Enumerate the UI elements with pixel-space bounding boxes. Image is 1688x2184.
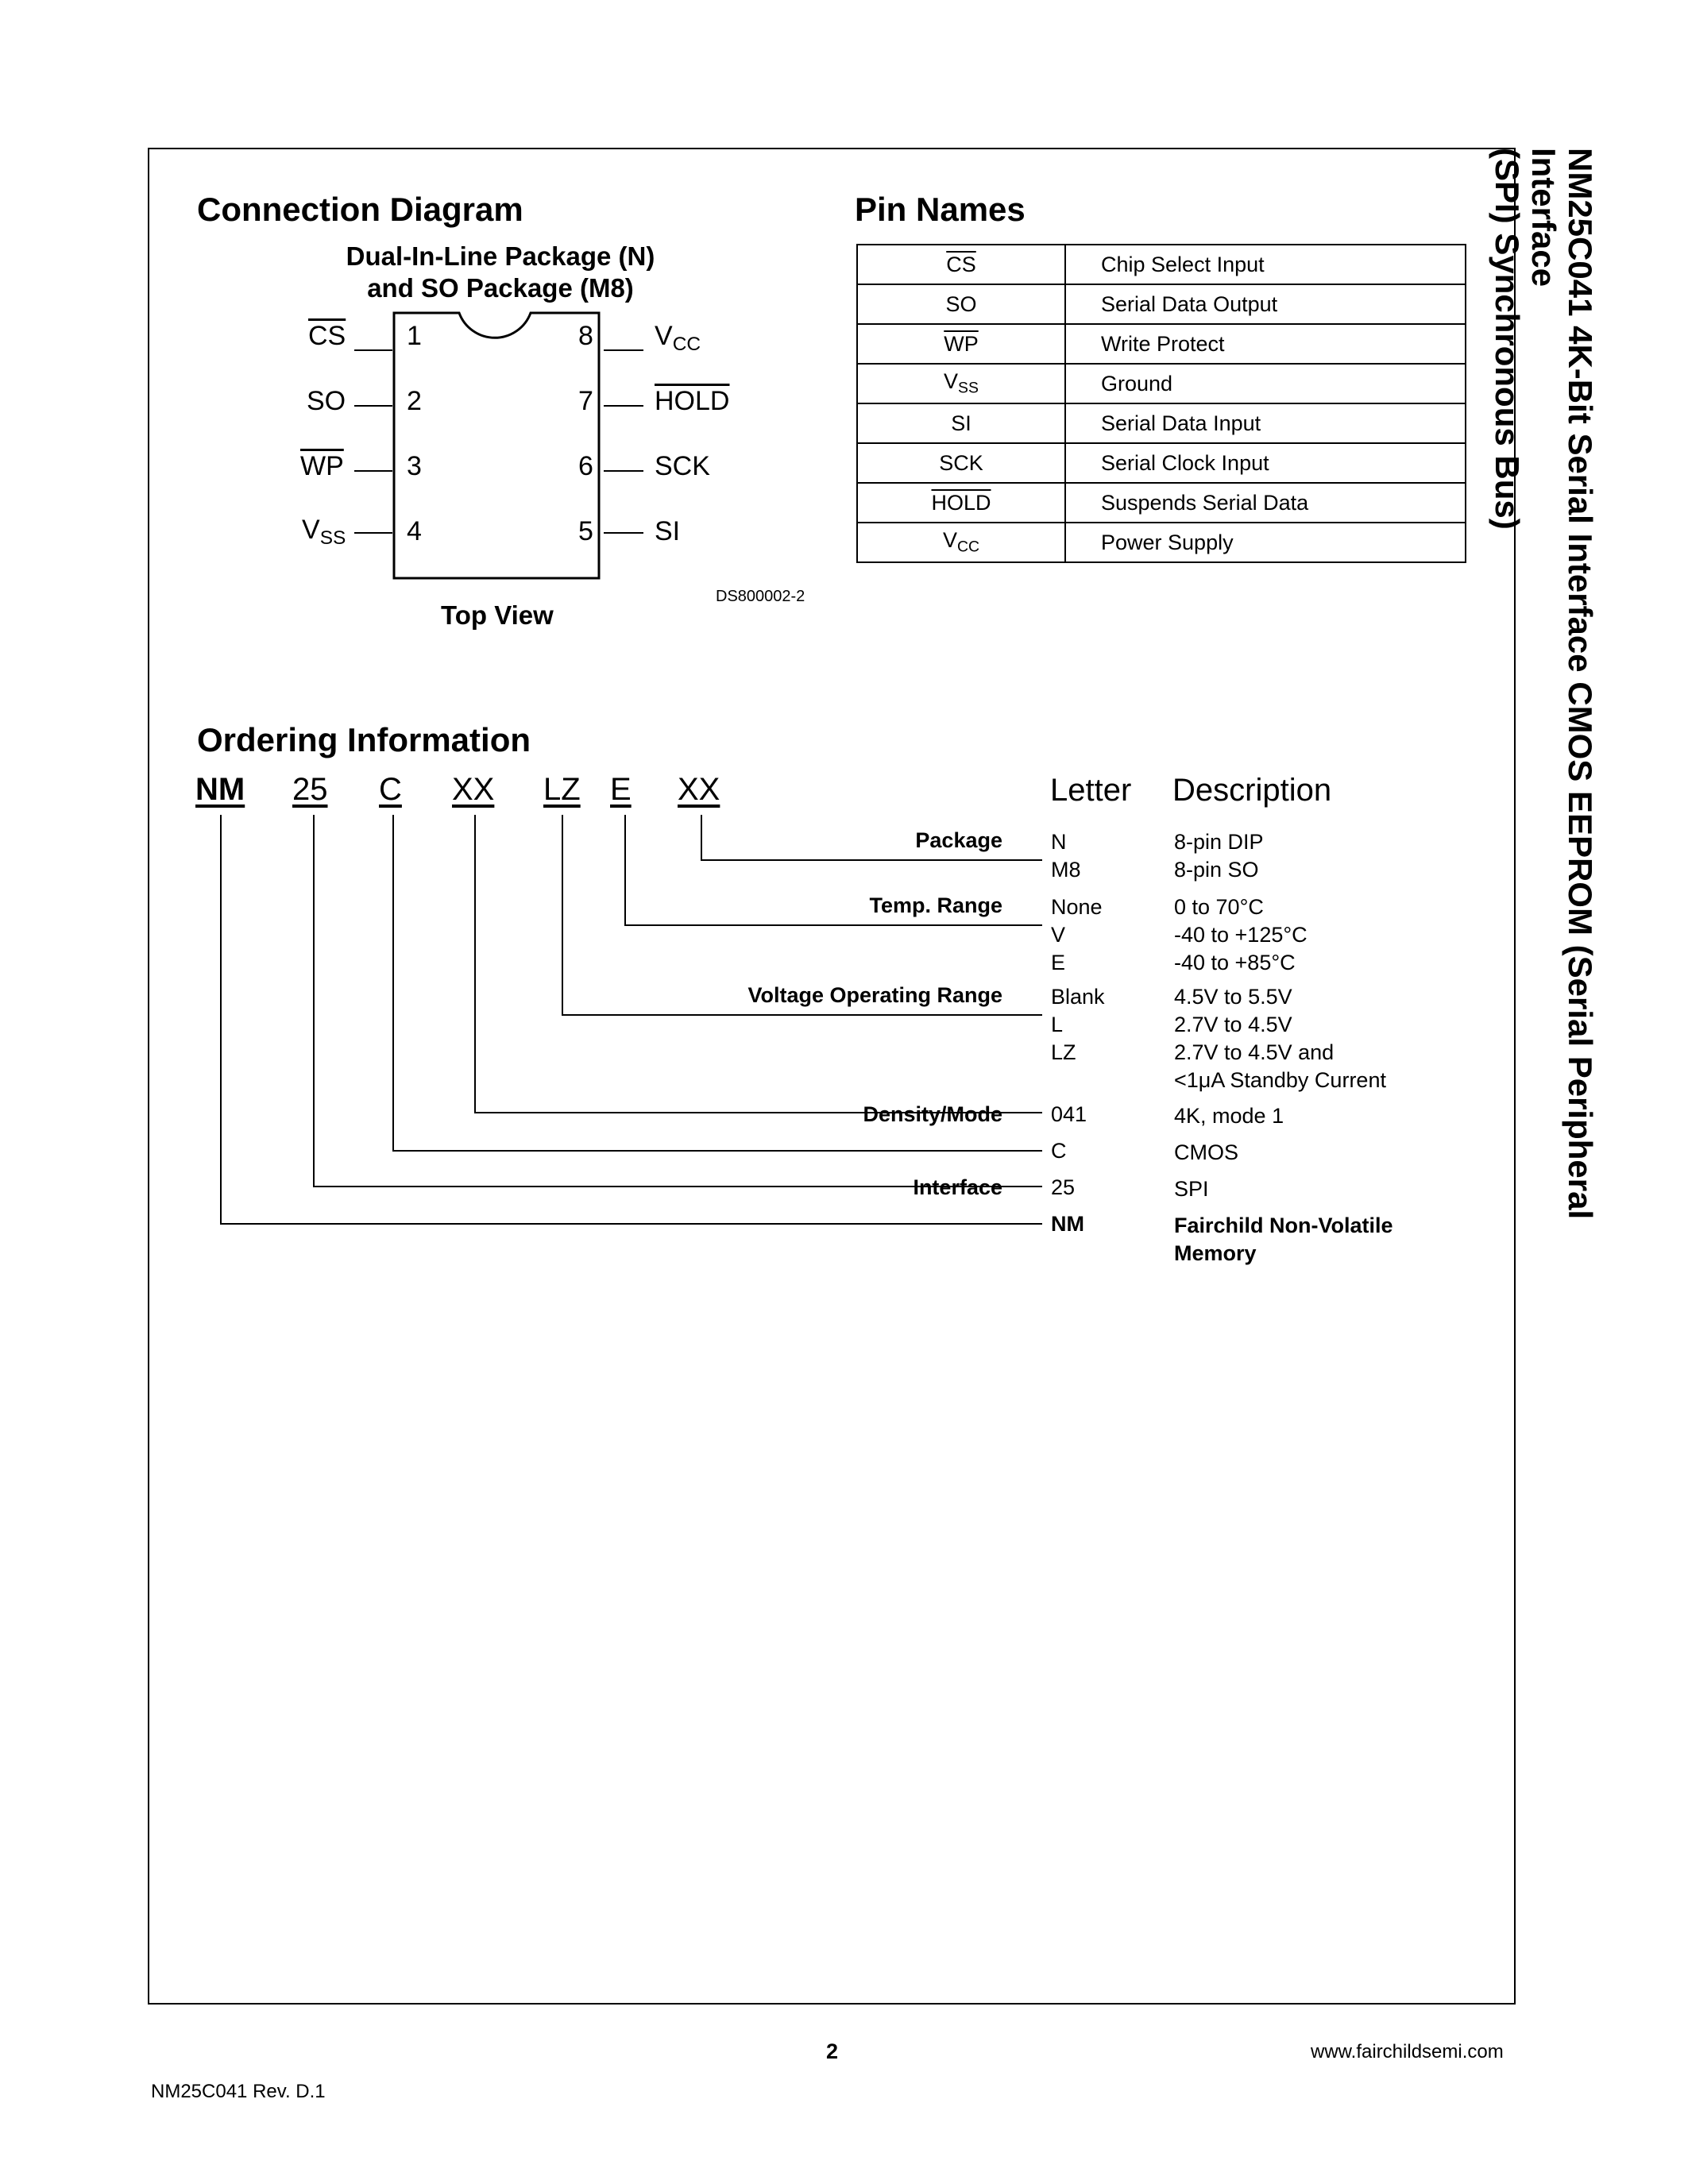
temp-line-h <box>624 924 1042 926</box>
pin-lead-1 <box>354 349 392 351</box>
pin-label-so: SO <box>307 386 346 416</box>
pin-cell: SI <box>857 403 1065 443</box>
pin-names-heading: Pin Names <box>855 191 1026 228</box>
density-description: 4K, mode 1 <box>1174 1104 1284 1128</box>
desc-item: 4.5V to 5.5V <box>1174 985 1292 1009</box>
table-row <box>857 364 1466 403</box>
interface-letter: 25 <box>1051 1175 1076 1199</box>
pin-number-2: 2 <box>407 386 422 416</box>
letter-item: E <box>1051 951 1066 974</box>
temp-letters <box>1051 893 1103 977</box>
desc-item: 8-pin DIP <box>1174 830 1264 854</box>
pin-label-sck: SCK <box>655 451 710 481</box>
desc-item: <1μA Standby Current <box>1174 1068 1386 1092</box>
code-part-package: XX <box>678 772 720 807</box>
pin-label-cs: $\overline{CS}$ <box>308 321 346 351</box>
pin-lead-7 <box>604 405 643 407</box>
pin-lead-3 <box>354 470 392 472</box>
pin-cell: SCK <box>857 443 1065 483</box>
table-row <box>857 443 1466 483</box>
pin-number-1: 1 <box>407 321 422 351</box>
letter-item: LZ <box>1051 1040 1076 1064</box>
package-descriptions <box>1174 828 1264 884</box>
density-letter: 041 <box>1051 1102 1087 1126</box>
letter-item: N <box>1051 830 1067 854</box>
desc-item: Memory <box>1174 1241 1257 1265</box>
desc-item: -40 to +125°C <box>1174 923 1308 947</box>
pin-desc-cell: Serial Data Output <box>1065 284 1466 324</box>
table-row <box>857 403 1466 443</box>
page-number: 2 <box>826 2039 839 2063</box>
cmos-letter: C <box>1051 1139 1067 1163</box>
ordering-info-heading: Ordering Information <box>197 721 531 758</box>
doc-revision: NM25C041 Rev. D.1 <box>151 2081 326 2102</box>
code-part-25: 25 <box>292 772 328 807</box>
interface-description: SPI <box>1174 1177 1209 1201</box>
package-title-line2: and SO Package (M8) <box>367 273 634 303</box>
pin-desc-cell: Write Protect <box>1065 324 1466 364</box>
pin-cell: $V_{CC}$ <box>857 523 1065 562</box>
pin-number-7: 7 <box>578 386 593 416</box>
pin-label-vss: $V_{SS}$ <box>302 515 346 549</box>
category-package: Package <box>915 828 1002 852</box>
nm-description <box>1174 1212 1393 1268</box>
pin-desc-cell: Power Supply <box>1065 523 1466 562</box>
pin-lead-6 <box>604 470 643 472</box>
pin-desc-cell: Chip Select Input <box>1065 245 1466 284</box>
package-title-line1: Dual-In-Line Package (N) <box>346 241 655 271</box>
desc-item: 8-pin SO <box>1174 858 1259 882</box>
desc-item: 2.7V to 4.5V and <box>1174 1040 1335 1064</box>
code-part-voltage: LZ <box>543 772 581 807</box>
category-temp-range: Temp. Range <box>869 893 1002 917</box>
nm-line-h <box>220 1223 1042 1225</box>
category-interface: Interface <box>913 1175 1002 1199</box>
table-row <box>857 284 1466 324</box>
cmos-line-h <box>392 1150 1042 1152</box>
code-part-temp: E <box>610 772 632 807</box>
cmos-description: CMOS <box>1174 1140 1238 1164</box>
desc-item: -40 to +85°C <box>1174 951 1296 974</box>
pin-number-8: 8 <box>578 321 593 351</box>
table-row <box>857 245 1466 284</box>
pin-cell: HOLD <box>857 483 1065 523</box>
pin-number-4: 4 <box>407 516 422 546</box>
code-part-nm: NM <box>195 772 245 807</box>
pin-label-hold: HOLD <box>655 386 730 416</box>
package-letters <box>1051 828 1081 884</box>
pin-desc-cell: Ground <box>1065 364 1466 403</box>
package-line-v <box>701 815 702 859</box>
pin-names-table <box>856 244 1466 563</box>
desc-item: 0 to 70°C <box>1174 895 1264 919</box>
voltage-letters <box>1051 983 1105 1067</box>
desc-item: Fairchild Non-Volatile <box>1174 1214 1393 1237</box>
letter-item: M8 <box>1051 858 1081 882</box>
table-row <box>857 324 1466 364</box>
cmos-line-v <box>392 815 394 1150</box>
side-title-line1: NM25C041 4K-Bit Serial Interface CMOS EEPROM (Serial Peripheral Interface <box>1525 148 1599 1220</box>
voltage-line-h <box>562 1014 1042 1016</box>
pin-label-wp: $\overline{WP}$ <box>300 451 344 481</box>
voltage-descriptions <box>1174 983 1386 1094</box>
pin-desc-cell: Serial Clock Input <box>1065 443 1466 483</box>
interface-line-v <box>313 815 315 1186</box>
table-row <box>857 483 1466 523</box>
description-column-header: Description <box>1172 773 1332 808</box>
desc-item: 2.7V to 4.5V <box>1174 1013 1292 1036</box>
density-line-v <box>474 815 476 1112</box>
top-view-label: Top View <box>441 600 554 630</box>
side-title-line2: (SPI) Synchronous Bus) <box>1489 148 1526 530</box>
pin-cell: $V_{SS}$ <box>857 364 1065 403</box>
website-link[interactable]: www.fairchildsemi.com <box>1311 2041 1504 2062</box>
letter-column-header: Letter <box>1050 773 1132 808</box>
letter-item: None <box>1051 895 1103 919</box>
pin-lead-2 <box>354 405 392 407</box>
letter-item: Blank <box>1051 985 1105 1009</box>
pin-cell: SO <box>857 284 1065 324</box>
pin-number-3: 3 <box>407 451 422 481</box>
letter-item: L <box>1051 1013 1064 1036</box>
temp-descriptions <box>1174 893 1308 977</box>
pin-number-6: 6 <box>578 451 593 481</box>
voltage-line-v <box>562 815 563 1014</box>
category-density-mode: Density/Mode <box>863 1102 1002 1126</box>
pin-cell: $\overline{CS}$ <box>857 245 1065 284</box>
package-title <box>302 241 699 304</box>
pin-desc-cell: Serial Data Input <box>1065 403 1466 443</box>
table-row <box>857 523 1466 562</box>
code-part-density: XX <box>452 772 495 807</box>
pin-desc-cell: Suspends Serial Data <box>1065 483 1466 523</box>
pin-label-si: SI <box>655 516 681 546</box>
pin-lead-4 <box>354 532 392 534</box>
pin-lead-5 <box>604 532 643 534</box>
nm-letter: NM <box>1051 1212 1084 1236</box>
code-part-c: C <box>379 772 402 807</box>
figure-id: DS800002-2 <box>716 588 805 605</box>
letter-item: V <box>1051 923 1066 947</box>
connection-diagram-heading: Connection Diagram <box>197 191 523 228</box>
temp-line-v <box>624 815 626 924</box>
nm-line-v <box>220 815 222 1223</box>
category-voltage-range: Voltage Operating Range <box>747 983 1002 1007</box>
pin-cell: $\overline{WP}$ <box>857 324 1065 364</box>
pin-number-5: 5 <box>578 516 593 546</box>
pin-label-vcc: $V_{CC}$ <box>655 321 701 355</box>
pin-lead-8 <box>604 349 643 351</box>
package-line-h <box>701 859 1042 861</box>
